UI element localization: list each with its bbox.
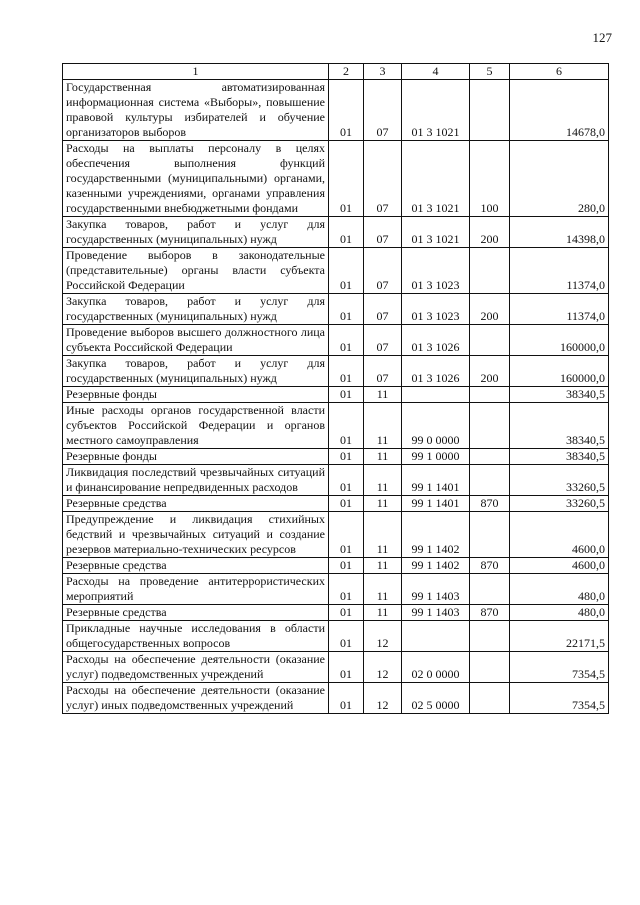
row-section: 01 [329,325,364,356]
row-section: 01 [329,465,364,496]
page-number: 127 [592,30,612,45]
header-col-3: 3 [364,64,402,80]
row-expense-type [470,325,510,356]
row-expense-type [470,574,510,605]
row-target-article: 99 1 1403 [402,574,470,605]
row-expense-type [470,621,510,652]
row-section: 01 [329,683,364,714]
row-target-article: 02 0 0000 [402,652,470,683]
table-row [63,558,609,574]
row-expense-type: 200 [470,356,510,387]
header-col-1: 1 [63,64,329,80]
row-target-article: 01 3 1023 [402,248,470,294]
table-row [63,512,609,558]
row-subsection: 07 [364,217,402,248]
row-name: Проведение выборов в законодательные (представительные) органы власти субъекта Российской Федерации [63,248,329,294]
row-expense-type [470,80,510,141]
row-section: 01 [329,356,364,387]
header-row [63,64,609,80]
row-target-article [402,387,470,403]
row-name: Расходы на обеспечение деятельности (оказание услуг) иных подведомственных учреждений [63,683,329,714]
row-target-article: 01 3 1023 [402,294,470,325]
row-section: 01 [329,574,364,605]
row-subsection: 11 [364,387,402,403]
row-amount: 4600,0 [510,558,609,574]
table-row [63,652,609,683]
row-name: Расходы на проведение антитеррористических мероприятий [63,574,329,605]
row-amount: 160000,0 [510,356,609,387]
row-subsection: 12 [364,652,402,683]
header-col-4: 4 [402,64,470,80]
row-expense-type [470,387,510,403]
row-section: 01 [329,248,364,294]
row-expense-type: 200 [470,294,510,325]
row-expense-type: 870 [470,558,510,574]
row-target-article: 01 3 1021 [402,141,470,217]
header-col-2: 2 [329,64,364,80]
row-expense-type [470,403,510,449]
row-section: 01 [329,141,364,217]
row-subsection: 12 [364,683,402,714]
row-name: Закупка товаров, работ и услуг для государственных (муниципальных) нужд [63,356,329,387]
row-target-article: 99 1 0000 [402,449,470,465]
row-subsection: 11 [364,496,402,512]
row-subsection: 11 [364,449,402,465]
row-expense-type [470,465,510,496]
budget-table [62,63,609,714]
row-name: Проведение выборов высшего должностного лица субъекта Российской Федерации [63,325,329,356]
table-row [63,621,609,652]
row-target-article: 01 3 1026 [402,356,470,387]
row-name: Резервные фонды [63,387,329,403]
row-subsection: 11 [364,465,402,496]
row-section: 01 [329,512,364,558]
row-section: 01 [329,294,364,325]
row-subsection: 11 [364,512,402,558]
row-amount: 480,0 [510,574,609,605]
row-expense-type: 870 [470,496,510,512]
row-target-article: 01 3 1021 [402,217,470,248]
table-row [63,574,609,605]
table-row [63,294,609,325]
row-subsection: 12 [364,621,402,652]
row-amount: 38340,5 [510,449,609,465]
row-name: Резервные фонды [63,449,329,465]
row-name: Государственная автоматизированная информационная система «Выборы», повышение правовой культуры избирателей и обучение организаторов выборов [63,80,329,141]
row-section: 01 [329,496,364,512]
row-expense-type [470,248,510,294]
row-subsection: 07 [364,141,402,217]
row-name: Закупка товаров, работ и услуг для государственных (муниципальных) нужд [63,294,329,325]
row-subsection: 07 [364,325,402,356]
row-target-article: 99 1 1402 [402,558,470,574]
row-expense-type [470,512,510,558]
row-target-article: 01 3 1021 [402,80,470,141]
table-row [63,449,609,465]
row-expense-type [470,652,510,683]
row-amount: 38340,5 [510,387,609,403]
row-amount: 38340,5 [510,403,609,449]
row-subsection: 07 [364,80,402,141]
row-subsection: 07 [364,294,402,325]
row-expense-type [470,449,510,465]
table-row [63,217,609,248]
row-name: Ликвидация последствий чрезвычайных ситуаций и финансирование непредвиденных расходов [63,465,329,496]
row-amount: 22171,5 [510,621,609,652]
table-row [63,496,609,512]
row-subsection: 11 [364,558,402,574]
row-amount: 14398,0 [510,217,609,248]
table-row [63,325,609,356]
row-section: 01 [329,605,364,621]
row-name: Предупреждение и ликвидация стихийных бедствий и чрезвычайных ситуаций и создание резервов материально-технических ресурсов [63,512,329,558]
row-name: Резервные средства [63,558,329,574]
row-name: Иные расходы органов государственной власти субъектов Российской Федерации и органов местного самоуправления [63,403,329,449]
row-target-article: 99 1 1402 [402,512,470,558]
row-target-article: 99 0 0000 [402,403,470,449]
row-expense-type [470,683,510,714]
table-row [63,356,609,387]
row-name: Прикладные научные исследования в области общегосударственных вопросов [63,621,329,652]
table-row [63,403,609,449]
row-subsection: 07 [364,356,402,387]
row-section: 01 [329,403,364,449]
table-row [63,248,609,294]
row-target-article [402,621,470,652]
row-section: 01 [329,621,364,652]
row-subsection: 11 [364,574,402,605]
row-amount: 33260,5 [510,465,609,496]
row-amount: 11374,0 [510,248,609,294]
row-target-article: 02 5 0000 [402,683,470,714]
row-section: 01 [329,558,364,574]
row-amount: 11374,0 [510,294,609,325]
table-row [63,683,609,714]
row-amount: 480,0 [510,605,609,621]
table-row [63,80,609,141]
row-amount: 7354,5 [510,652,609,683]
table-row [63,387,609,403]
row-name: Расходы на обеспечение деятельности (оказание услуг) подведомственных учреждений [63,652,329,683]
row-subsection: 11 [364,605,402,621]
row-section: 01 [329,80,364,141]
row-name: Резервные средства [63,605,329,621]
row-subsection: 07 [364,248,402,294]
row-amount: 4600,0 [510,512,609,558]
row-name: Резервные средства [63,496,329,512]
table-body [63,80,609,714]
table-row [63,141,609,217]
row-amount: 160000,0 [510,325,609,356]
row-amount: 7354,5 [510,683,609,714]
row-target-article: 01 3 1026 [402,325,470,356]
table-row [63,465,609,496]
row-expense-type: 100 [470,141,510,217]
row-expense-type: 870 [470,605,510,621]
row-section: 01 [329,217,364,248]
row-expense-type: 200 [470,217,510,248]
row-section: 01 [329,449,364,465]
row-name: Закупка товаров, работ и услуг для государственных (муниципальных) нужд [63,217,329,248]
row-section: 01 [329,387,364,403]
row-section: 01 [329,652,364,683]
row-target-article: 99 1 1401 [402,465,470,496]
table-header [63,64,609,80]
row-amount: 14678,0 [510,80,609,141]
row-target-article: 99 1 1403 [402,605,470,621]
header-col-5: 5 [470,64,510,80]
table-row [63,605,609,621]
header-col-6: 6 [510,64,609,80]
row-name: Расходы на выплаты персоналу в целях обеспечения выполнения функций государственными (муниципальными) органами, казенными учреждениями, органами управления государственными внебюджетными фондами [63,141,329,217]
row-subsection: 11 [364,403,402,449]
row-amount: 33260,5 [510,496,609,512]
row-amount: 280,0 [510,141,609,217]
row-target-article: 99 1 1401 [402,496,470,512]
